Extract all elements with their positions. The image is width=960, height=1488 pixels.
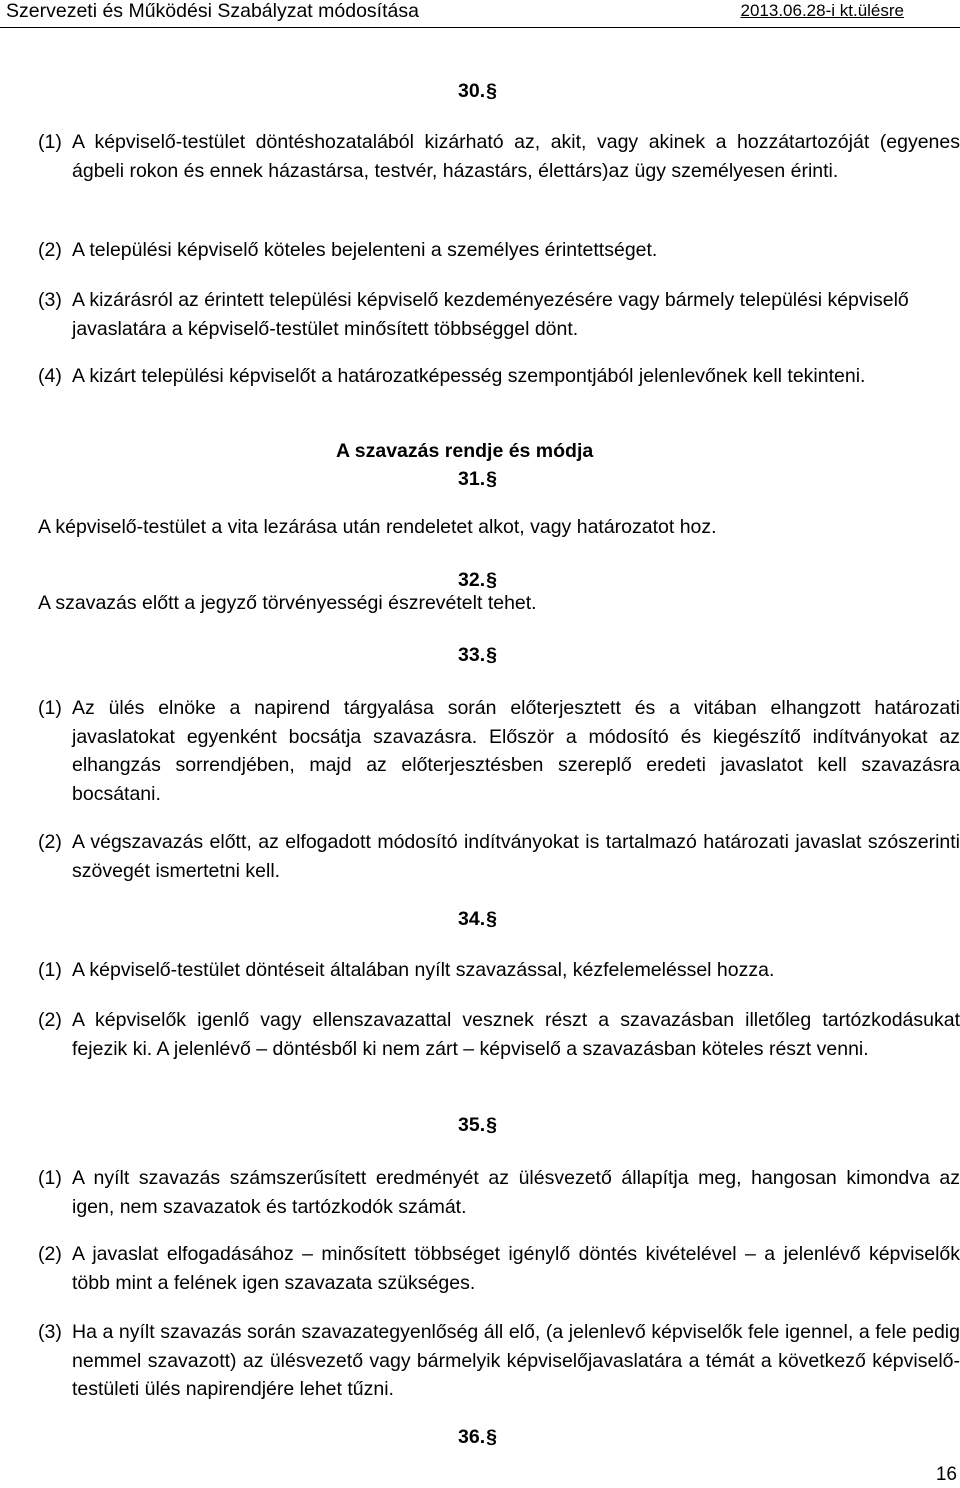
section-heading-35 <box>458 1114 497 1137</box>
section-sign: § <box>486 1426 497 1448</box>
section-heading-36 <box>458 1426 497 1449</box>
paragraph-35-1 <box>38 1164 960 1221</box>
document-title: Szervezeti és Működési Szabályzat módosítása <box>6 0 419 22</box>
section-32-text: A szavazás előtt a jegyző törvényességi észrevételt tehet. <box>38 592 537 614</box>
paragraph-text: A kizárásról az érintett települési képviselő kezdeményezésére vagy bármely települési képviselő javaslatára a képviselő-testület minősített többséggel dönt. <box>72 289 909 340</box>
chapter-subtitle: A szavazás rendje és módja <box>336 440 594 462</box>
section-sign: § <box>486 908 497 930</box>
paragraph-number: (2) <box>38 239 62 261</box>
paragraph-number: (1) <box>38 697 62 719</box>
paragraph-33-1 <box>38 694 960 808</box>
paragraph-34-1 <box>38 956 960 985</box>
paragraph-text: Ha a nyílt szavazás során szavazategyenlőség áll elő, (a jelenlevő képviselők fele igennel, a fele pedig nemmel szavazott) az ülésvezető vagy bármelyik képviselőjavaslatára a témát a következő képviselő-testületi ülés napirendjére lehet tűzni. <box>72 1321 960 1400</box>
section-heading-33 <box>458 644 497 667</box>
paragraph-number: (3) <box>38 289 62 311</box>
section-heading-30 <box>458 80 497 103</box>
paragraph-text: A kizárt települési képviselőt a határozatképesség szempontjából jelenlevőnek kell tekinteni. <box>72 365 866 387</box>
paragraph-text: A képviselő-testület döntéshozatalából kizárható az, akit, vagy akinek a hozzátartozóját (egyenes ágbeli rokon és ennek házastársa, testvér, házastárs, élettárs)az ügy személyesen érinti. <box>72 131 960 182</box>
paragraph-number: (2) <box>38 1243 62 1265</box>
paragraph-number: (2) <box>38 831 62 853</box>
paragraph-text: A képviselők igenlő vagy ellenszavazattal vesznek részt a szavazásban illetőleg tartózkodásukat fejezik ki. A jelenlévő – döntésből ki nem zárt – képviselő a szavazásban köteles részt venni. <box>72 1009 960 1060</box>
paragraph-35-2 <box>38 1240 960 1297</box>
paragraph-text: A végszavazás előtt, az elfogadott módosító indítványokat is tartalmazó határozati javaslat szószerinti szövegét ismertetni kell. <box>72 831 960 882</box>
paragraph-35-3 <box>38 1318 960 1404</box>
paragraph-30-2 <box>38 236 960 265</box>
paragraph-text: A javaslat elfogadásához – minősített többséget igénylő döntés kivételével – a jelenlévő képviselők több mint a felének igen szavazata szükséges. <box>72 1243 960 1294</box>
paragraph-30-1 <box>38 128 960 185</box>
section-number: 34. <box>458 908 486 930</box>
section-sign: § <box>486 569 497 591</box>
section-number: 35. <box>458 1114 486 1136</box>
section-number: 30. <box>458 80 486 102</box>
section-sign: § <box>486 468 497 490</box>
section-heading-31 <box>458 468 497 491</box>
section-number: 32. <box>458 569 486 591</box>
section-31-text: A képviselő-testület a vita lezárása után rendeletet alkot, vagy határozatot hoz. <box>38 516 717 538</box>
section-heading-32 <box>458 569 497 592</box>
paragraph-text: A képviselő-testület döntéseit általában nyílt szavazással, kézfelemeléssel hozza. <box>72 959 775 981</box>
paragraph-number: (1) <box>38 959 62 981</box>
paragraph-number: (1) <box>38 131 62 153</box>
page-header <box>0 0 960 30</box>
section-sign: § <box>486 80 497 102</box>
page-number: 16 <box>935 1464 957 1485</box>
paragraph-number: (2) <box>38 1009 62 1031</box>
paragraph-text: A települési képviselő köteles bejelenteni a személyes érintettséget. <box>72 239 658 261</box>
paragraph-number: (3) <box>38 1321 62 1343</box>
paragraph-number: (4) <box>38 365 62 387</box>
header-rule <box>0 27 960 28</box>
section-sign: § <box>486 1114 497 1136</box>
paragraph-text: Az ülés elnöke a napirend tárgyalása során előterjesztett és a vitában elhangzott határozati javaslatokat egyenként bocsátja szavazásra. Először a módosító és kiegészítő indítványokat az elhangzás sorrendjében, majd az előterjesztésben szereplő eredeti javaslatot kell szavazásra bocsátani. <box>72 697 960 805</box>
paragraph-number: (1) <box>38 1167 62 1189</box>
section-number: 33. <box>458 644 486 666</box>
section-heading-34 <box>458 908 497 931</box>
meeting-date: 2013.06.28-i kt.ülésre <box>740 1 904 20</box>
section-number: 36. <box>458 1426 486 1448</box>
paragraph-30-3 <box>38 286 960 343</box>
paragraph-33-2 <box>38 828 960 885</box>
section-sign: § <box>486 644 497 666</box>
section-number: 31. <box>458 468 486 490</box>
paragraph-text: A nyílt szavazás számszerűsített eredményét az ülésvezető állapítja meg, hangosan kimondva az igen, nem szavazatok és tartózkodók számát. <box>72 1167 960 1218</box>
paragraph-30-4 <box>38 362 960 391</box>
paragraph-34-2 <box>38 1006 960 1063</box>
